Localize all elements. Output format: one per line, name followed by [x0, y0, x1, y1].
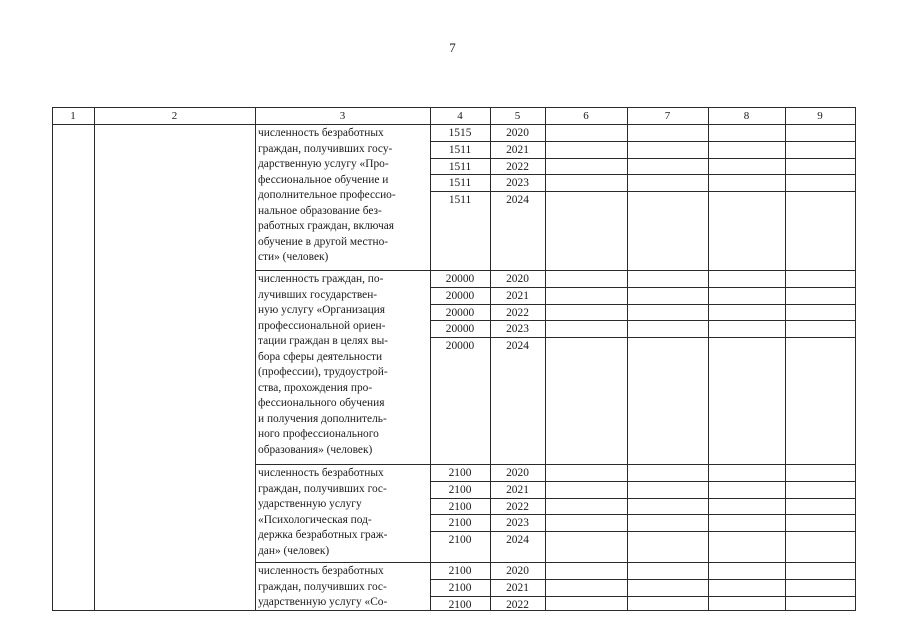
description-line: численность безработных: [258, 127, 384, 139]
description-line: образования» (человек): [258, 443, 373, 456]
description-line: фессионального обучения: [258, 397, 385, 409]
description-line: численность безработных: [258, 467, 384, 479]
description-line: фессиональное обучение и: [258, 173, 389, 186]
column-border: [627, 107, 628, 610]
target-value-cell: 1511: [448, 177, 472, 190]
target-value-cell: 2100: [448, 565, 472, 577]
column-border: [855, 107, 856, 610]
year-cell: 2021: [506, 483, 529, 496]
year-cell: 2022: [506, 160, 529, 173]
description-line: ударственную услугу: [258, 498, 362, 510]
year-cell: 2024: [506, 340, 529, 353]
description-line: бора сферы деятельности: [258, 350, 383, 363]
description-line: «Психологическая под-: [258, 513, 372, 526]
year-cell: 2022: [506, 306, 529, 319]
description-line: сти» (человек): [258, 251, 329, 263]
column-border: [52, 107, 53, 610]
target-value-cell: 2100: [448, 517, 472, 530]
description-line: обучение в другой местно-: [258, 235, 389, 248]
description-line: и получения дополнитель-: [258, 412, 387, 425]
column-header: 6: [583, 110, 589, 122]
column-header: 7: [664, 110, 671, 122]
description-line: граждан, получивших госу-: [258, 142, 393, 155]
target-value-cell: 2100: [448, 500, 472, 513]
target-value-cell: 1511: [448, 194, 472, 207]
description-line: держка безработных граж-: [258, 529, 388, 541]
group-separator: [255, 562, 856, 563]
description-line: (профессии), трудоустрой-: [258, 366, 388, 378]
description-line: дополнительное профессио-: [258, 189, 396, 201]
target-value-cell: 2100: [448, 598, 472, 611]
column-border: [545, 107, 546, 610]
column-header: 2: [171, 110, 178, 122]
target-value-cell: 1511: [448, 160, 472, 173]
target-value-cell: 20000: [445, 306, 475, 319]
column-border: [708, 107, 709, 610]
year-cell: 2023: [506, 177, 529, 190]
description-line: ную услугу «Организация: [258, 304, 386, 316]
column-header: 1: [70, 110, 76, 122]
description-line: профессиональной ориен-: [258, 319, 386, 332]
indicator-description: [258, 126, 424, 270]
group-separator: [255, 270, 856, 271]
year-cell: 2024: [506, 194, 529, 207]
description-line: лучивших государствен-: [258, 288, 378, 301]
description-line: численность безработных: [258, 565, 384, 577]
year-cell: 2023: [506, 517, 529, 530]
description-line: ного профессионального: [258, 428, 379, 440]
description-line: дарственную услугу «Про-: [258, 158, 389, 170]
page-number: 7: [449, 40, 456, 55]
year-cell: 2020: [506, 127, 529, 139]
description-line: нальное образование без-: [258, 204, 382, 217]
target-value-cell: 1515: [448, 127, 472, 139]
target-value-cell: 1511: [448, 143, 472, 156]
description-line: тации граждан в целях вы-: [258, 335, 389, 347]
description-line: ства, прохождения про-: [258, 381, 373, 394]
year-cell: 2021: [506, 143, 529, 156]
column-border: [785, 107, 786, 610]
description-line: работных граждан, включая: [258, 220, 394, 232]
year-cell: 2020: [506, 273, 529, 285]
year-cell: 2022: [506, 500, 529, 513]
description-line: граждан, получивших гос-: [258, 580, 387, 593]
target-value-cell: 20000: [445, 323, 475, 336]
description-line: дан» (человек): [258, 544, 330, 557]
year-cell: 2022: [506, 598, 529, 611]
indicator-description: [258, 564, 424, 610]
column-header: 8: [743, 110, 750, 122]
description-line: ударственную услугу «Со-: [258, 596, 388, 608]
year-cell: 2020: [506, 467, 529, 479]
indicator-description: [258, 272, 424, 464]
year-cell: 2023: [506, 323, 529, 336]
target-value-cell: 2100: [448, 467, 472, 479]
indicator-description: [258, 466, 424, 562]
target-value-cell: 20000: [445, 340, 475, 353]
target-value-cell: 2100: [448, 483, 472, 496]
target-value-cell: 2100: [448, 534, 472, 547]
year-cell: 2024: [506, 534, 529, 547]
column-border: [255, 107, 256, 610]
year-cell: 2020: [506, 565, 529, 577]
column-header: 9: [817, 110, 823, 122]
target-value-cell: 2100: [448, 581, 472, 594]
year-cell: 2021: [506, 289, 529, 302]
target-value-cell: 20000: [445, 273, 475, 285]
description-line: граждан, получивших гос-: [258, 482, 387, 495]
target-value-cell: 20000: [445, 289, 475, 302]
column-header: 5: [514, 110, 521, 122]
column-header: 3: [339, 110, 346, 122]
description-line: численность граждан, по-: [258, 273, 384, 285]
column-border: [94, 107, 95, 610]
group-separator: [255, 464, 856, 465]
year-cell: 2021: [506, 581, 529, 594]
column-header: 4: [457, 110, 463, 122]
